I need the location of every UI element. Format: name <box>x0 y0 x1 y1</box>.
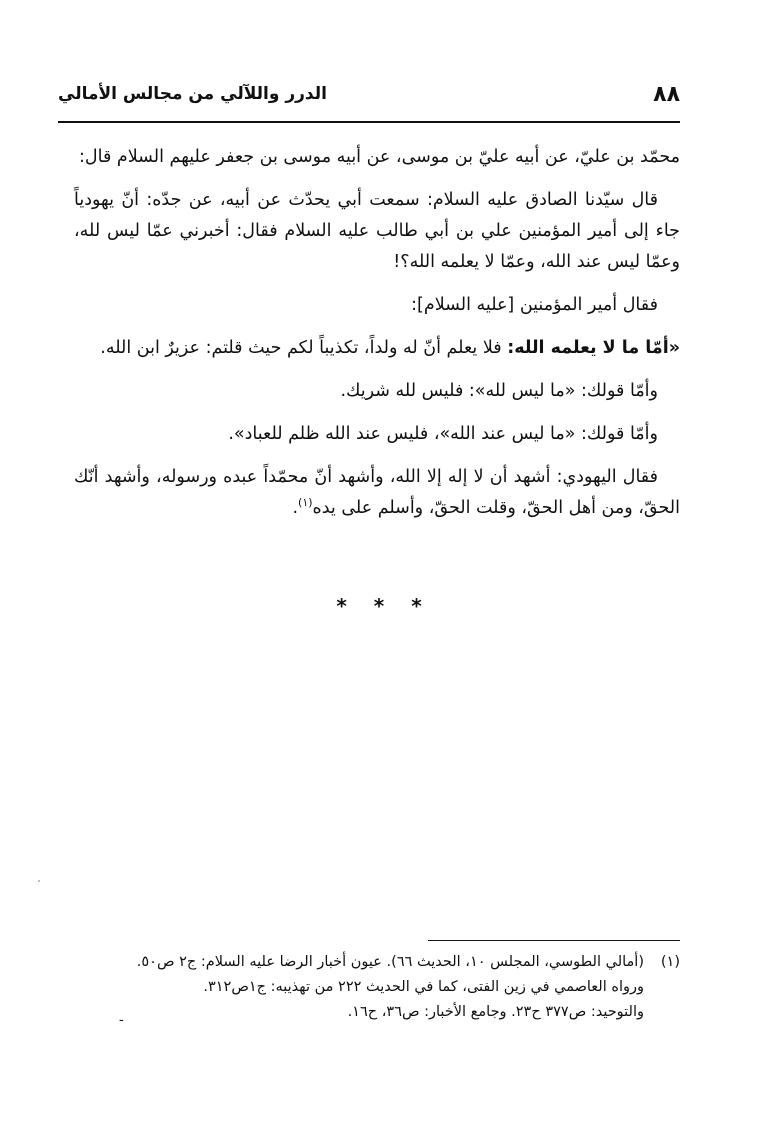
paragraph-answer-3: وأمّا قولك: «ما ليس عند الله»، فليس عند الله ظلم للعباد». <box>228 424 658 444</box>
footnote-line-1 <box>62 950 680 975</box>
footnote-text-1: (أمالي الطوسي، المجلس ١٠، الحديث ٦٦). عيون أخبار الرضا عليه السلام: ج٢ ص٥٠. <box>136 954 644 970</box>
page-number: ٨٨ <box>653 82 680 107</box>
paragraph-answer-2: وأمّا قولك: «ما ليس لله»: فليس لله شريك. <box>340 381 658 401</box>
footnote-line-2: ورواه العاصمي في زين الفتى، كما في الحديث ٢٢٢ من تهذيبه: ج١ص٣١٢. <box>203 979 644 995</box>
footnote-reference[interactable]: (١) <box>298 496 313 510</box>
paragraph-answer-1 <box>74 333 680 364</box>
running-header <box>58 80 680 120</box>
footnote-number: (١) <box>660 954 680 970</box>
paragraph-conclusion <box>74 462 680 524</box>
main-text <box>74 142 680 524</box>
section-separator: * * * <box>336 594 432 618</box>
footnotes <box>62 950 680 1025</box>
answer-1-text: فلا يعلم أنّ له ولداً، تكذيباً لكم حيث قلتم: عزيرٌ ابن الله. <box>100 338 508 358</box>
answer-1-lead: «أمّا ما لا يعلمه الله: <box>507 338 680 358</box>
scan-mark: - <box>119 1012 124 1028</box>
conclusion-text: فقال اليهودي: أشهد أن لا إله إلا الله، وأشهد أنّ محمّداً عبده ورسوله، وأشهد أنّك الحقّ، ومن أهل الحقّ، وقلت الحقّ، وأسلم على يده <box>74 467 680 518</box>
footnote-line-3: والتوحيد: ص٣٧٧ ح٢٣. وجامع الأخبار: ص٣٦، ح١٦. <box>347 1004 644 1020</box>
paragraph-narration: قال سيّدنا الصادق عليه السلام: سمعت أبي يحدّث عن أبيه، عن جدّه: أنّ يهودياً جاء إلى أمير المؤمنين علي بن أبي طالب عليه السلام فقال: أخبرني عمّا ليس لله، وعمّا ليس عند الله، وعمّا لا يعلمه الله؟! <box>74 190 680 272</box>
header-rule <box>58 121 680 123</box>
conclusion-end: . <box>292 498 299 518</box>
paragraph-chain: محمّد بن عليّ، عن أبيه عليّ بن موسى، عن أبيه موسى بن جعفر عليهم السلام قال: <box>79 147 680 167</box>
paragraph-reply-intro: فقال أمير المؤمنين [عليه السلام]: <box>411 295 658 315</box>
footnote-rule <box>428 940 680 941</box>
book-title: الدرر واللآلي من مجالس الأمالي <box>58 84 327 104</box>
scan-speck <box>38 880 40 882</box>
